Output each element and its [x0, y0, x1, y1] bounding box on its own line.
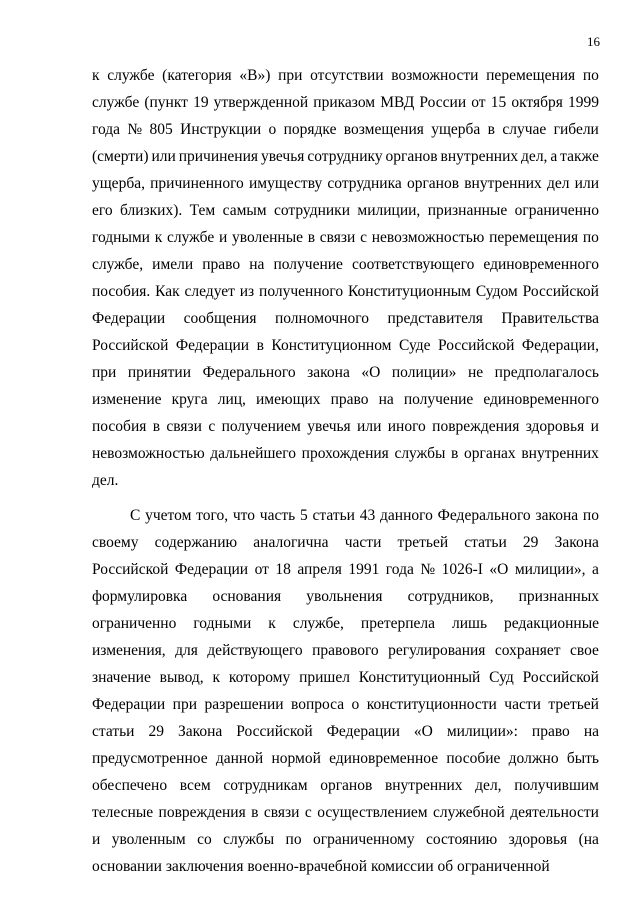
- text-line: С учетом того, что часть 5 статьи 43 данного Федерального закона по: [130, 507, 599, 524]
- text-line: дел.: [92, 472, 119, 489]
- text-line: изменение круга лиц, имеющих право на получение единовременного: [92, 391, 599, 408]
- text-line: его близких). Тем самым сотрудники милиции, признанные ограниченно: [92, 202, 599, 219]
- text-line: Федерации сообщения полномочного представителя Правительства: [92, 310, 599, 327]
- text-line: телесные повреждения в связи с осуществлением служебной деятельности: [92, 804, 599, 821]
- text-line: невозможностью дальнейшего прохождения службы в органах внутренних: [92, 445, 599, 462]
- text-line: Российской Федерации от 18 апреля 1991 года № 1026-I «О милиции», а: [92, 561, 599, 578]
- text-line: Федерации при разрешении вопроса о конституционности части третьей: [92, 696, 599, 713]
- text-line: (смерти) или причинения увечья сотруднику органов внутренних дел, а также: [92, 148, 599, 165]
- paragraph-gap: [92, 494, 599, 502]
- paragraph: [92, 502, 599, 880]
- text-line: ограниченно годными к службе, претерпела лишь редакционные: [92, 615, 599, 632]
- text-line: годными к службе и уволенные в связи с невозможностью перемещения по: [92, 229, 599, 246]
- text-line: предусмотренное данной нормой единовременное пособие должно быть: [92, 750, 599, 767]
- document-body: [92, 62, 599, 880]
- text-line: основании заключения военно-врачебной комиссии об ограниченной: [92, 858, 550, 875]
- text-line: ущерба, причиненного имуществу сотрудника органов внутренних дел или: [92, 175, 599, 192]
- text-line: обеспечено всем сотрудникам органов внутренних дел, получившим: [92, 777, 599, 794]
- text-line: службе, имели право на получение соответствующего единовременного: [92, 256, 599, 273]
- text-line: к службе (категория «В») при отсутствии возможности перемещения по: [92, 67, 599, 84]
- text-line: и уволенным со службы по ограниченному состоянию здоровья (на: [92, 831, 599, 848]
- text-line: своему содержанию аналогична части третьей статьи 29 Закона: [92, 534, 599, 551]
- paragraph: [92, 62, 599, 494]
- text-line: изменения, для действующего правового регулирования сохраняет свое: [92, 642, 599, 659]
- text-line: значение вывод, к которому пришел Конституционный Суд Российской: [92, 669, 599, 686]
- text-line: пособия в связи с получением увечья или иного повреждения здоровья и: [92, 418, 599, 435]
- text-line: года № 805 Инструкции о порядке возмещения ущерба в случае гибели: [92, 121, 599, 138]
- text-line: пособия. Как следует из полученного Конституционным Судом Российской: [92, 283, 599, 300]
- text-line: Российской Федерации в Конституционном Суде Российской Федерации,: [92, 337, 599, 354]
- text-line: статьи 29 Закона Российской Федерации «О милиции»: право на: [92, 723, 599, 740]
- text-line: формулировка основания увольнения сотрудников, признанных: [92, 588, 599, 605]
- text-line: при принятии Федерального закона «О полиции» не предполагалось: [92, 364, 599, 381]
- page-number: 16: [587, 34, 600, 49]
- text-line: службе (пункт 19 утвержденной приказом МВД России от 15 октября 1999: [92, 94, 599, 111]
